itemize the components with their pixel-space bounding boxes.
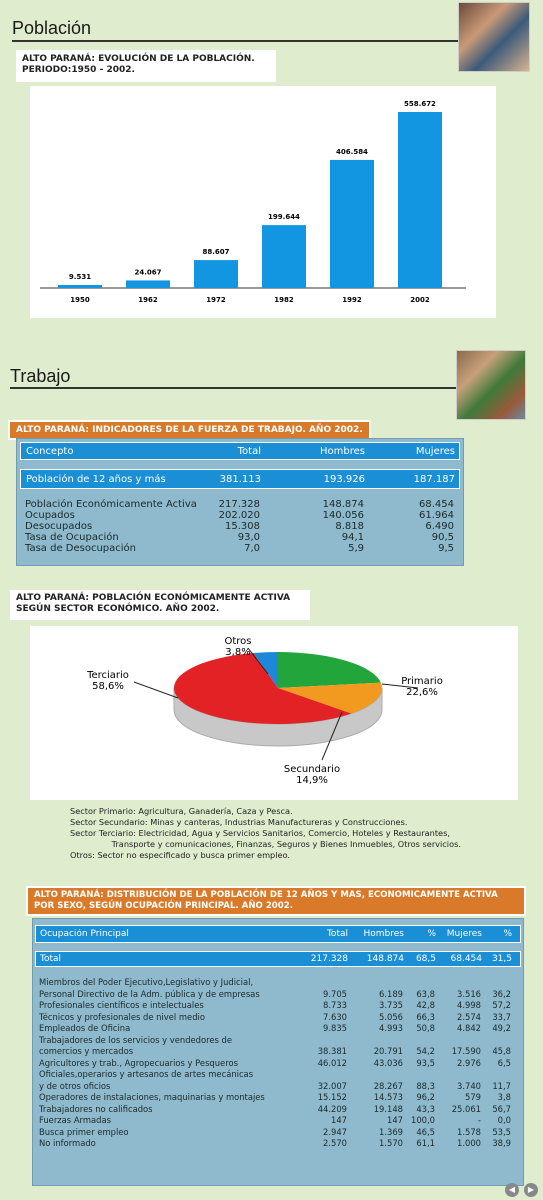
table-cell: 202.020 bbox=[218, 510, 260, 521]
table2-cell: 147 bbox=[387, 1115, 403, 1126]
table2-cell: 579 bbox=[465, 1092, 481, 1103]
table2-cell: - bbox=[477, 1115, 481, 1126]
table2-row bbox=[35, 1035, 521, 1047]
table2-cell: Trabajadores de los servicios y vendedores de bbox=[39, 1034, 233, 1045]
chart1-period: PERIODO:1950 - 2002. bbox=[22, 65, 135, 75]
table-cell: 7,0 bbox=[244, 543, 260, 554]
table2-cell: 148.874 bbox=[366, 954, 404, 964]
table2-cell: 28.267 bbox=[373, 1080, 403, 1091]
table2-cell: 3.516 bbox=[457, 988, 481, 999]
table1-title: ALTO PARANÁ: INDICADORES DE LA FUERZA DE TRABAJO. AÑO 2002. bbox=[8, 420, 371, 440]
chart2-title: ALTO PARANÁ: POBLACIÓN ECONÓMICAMENTE ACTIVA bbox=[16, 593, 291, 603]
bar-chart-svg bbox=[30, 86, 496, 318]
table2-cell: 4.998 bbox=[457, 1000, 481, 1011]
bar-1950 bbox=[58, 285, 102, 288]
cell-hombres: 193.926 bbox=[323, 473, 365, 485]
table2-cell: 100,0 bbox=[411, 1115, 435, 1126]
table-row bbox=[20, 543, 460, 554]
table-cell: 61.964 bbox=[419, 510, 454, 521]
table2-cell: 14.573 bbox=[373, 1092, 403, 1103]
table2-cell: 61,1 bbox=[416, 1138, 435, 1149]
table2-cell: 43.036 bbox=[373, 1057, 403, 1068]
table2-cell: Profesionales científicos e intelectuales bbox=[39, 1000, 204, 1011]
bar-1962 bbox=[126, 280, 170, 288]
workers-photo bbox=[456, 350, 526, 420]
table2-cell: Técnicos y profesionales de nivel medio bbox=[39, 1011, 205, 1022]
table2-row bbox=[35, 989, 521, 1001]
table2-cell: 2.947 bbox=[323, 1126, 347, 1137]
bar-1972 bbox=[194, 260, 238, 288]
table2-cell: 217.328 bbox=[310, 954, 348, 964]
table2-cell: 44.209 bbox=[317, 1103, 347, 1114]
bar-2002 bbox=[398, 112, 442, 288]
table2-cell: Empleados de Oficina bbox=[39, 1023, 131, 1034]
table2-header-cell: % bbox=[503, 929, 512, 939]
arrow-left-icon[interactable]: ◀ bbox=[505, 1183, 519, 1197]
table-row bbox=[20, 499, 460, 510]
table2-cell: 1.369 bbox=[379, 1126, 403, 1137]
table2-row bbox=[35, 1115, 521, 1127]
table2-header-cell: Total bbox=[326, 929, 348, 939]
table-cell: 9,5 bbox=[438, 543, 454, 554]
table2-cell: 20.791 bbox=[373, 1046, 403, 1057]
table2-cell: 0,0 bbox=[497, 1115, 511, 1126]
table2-cell: 38.381 bbox=[317, 1046, 347, 1057]
table2-cell: 53,5 bbox=[492, 1126, 511, 1137]
table-cell: Tasa de Ocupación bbox=[25, 532, 119, 543]
table2-cell: 56,7 bbox=[492, 1103, 511, 1114]
table2-cell: 50,8 bbox=[416, 1023, 435, 1034]
table2-row bbox=[35, 1000, 521, 1012]
pie-label-name: Primario bbox=[401, 676, 443, 687]
pie-label-value: 3,8% bbox=[225, 647, 251, 658]
sector-note: Sector Secundario: Minas y canteras, Industrias Manufactureras y Construcciones. bbox=[70, 817, 408, 827]
table2-cell: Agricultores y trab., Agropecuarios y Pesqueros bbox=[39, 1057, 238, 1068]
table2-cell: Oficiales,operarios y artesanos de artes mecánicas bbox=[39, 1069, 254, 1080]
table-row bbox=[20, 532, 460, 543]
table-cell: 90,5 bbox=[431, 532, 454, 543]
table2-cell: 2.570 bbox=[323, 1138, 347, 1149]
table-cell: 94,1 bbox=[341, 532, 364, 543]
table2-cell: 9.705 bbox=[323, 988, 347, 999]
pie-label-value: 22,6% bbox=[406, 687, 438, 698]
table2-total-row bbox=[35, 951, 521, 967]
table2-cell: Busca primer empleo bbox=[39, 1126, 129, 1137]
table2-row bbox=[35, 1023, 521, 1035]
table2-cell: Trabajadores no calificados bbox=[39, 1103, 153, 1114]
divider bbox=[10, 387, 456, 389]
table2-cell: 3.735 bbox=[379, 1000, 403, 1011]
cell-total: 381.113 bbox=[219, 473, 261, 485]
bar-value-label: 9.531 bbox=[68, 272, 92, 281]
table2-cell: 6.189 bbox=[379, 988, 403, 999]
cell-mujeres: 187.187 bbox=[413, 473, 455, 485]
table2-cell: 9.835 bbox=[323, 1023, 347, 1034]
table2-cell: 4.993 bbox=[379, 1023, 403, 1034]
x-tick-label: 1992 bbox=[342, 296, 362, 304]
table2-row bbox=[35, 1058, 521, 1070]
table2-cell: Miembros del Poder Ejecutivo,Legislativo y Judicial, bbox=[39, 977, 254, 988]
table-cell: 6.490 bbox=[425, 521, 454, 532]
sector-note: Transporte y comunicaciones, Finanzas, Seguros y Bienes Inmuebles, Otros servicios. bbox=[70, 839, 461, 849]
bar-value-label: 199.644 bbox=[268, 213, 300, 222]
table2-cell: 1.570 bbox=[379, 1138, 403, 1149]
population-bar-chart bbox=[30, 86, 496, 318]
header-concepto: Concepto bbox=[26, 445, 74, 457]
sector-note: Sector Primario: Agricultura, Ganadería, Caza y Pesca. bbox=[70, 806, 293, 816]
table2-cell: 66,3 bbox=[416, 1011, 435, 1022]
table2-cell: Personal Directivo de la Adm. pública y de empresas bbox=[39, 988, 260, 999]
table2-row bbox=[35, 1138, 521, 1150]
table-cell: 217.328 bbox=[218, 499, 260, 510]
bar-1992 bbox=[330, 160, 374, 288]
table2-cell: 32.007 bbox=[317, 1080, 347, 1091]
table-row bbox=[20, 521, 460, 532]
pie-chart-svg bbox=[30, 626, 518, 800]
table-header bbox=[20, 442, 460, 460]
chart1-title-box bbox=[16, 50, 276, 82]
table2-cell: comercios y mercados bbox=[39, 1046, 134, 1057]
table2-cell: 6,5 bbox=[497, 1057, 511, 1068]
labor-indicators-table bbox=[16, 438, 464, 566]
table2-cell: 2.574 bbox=[457, 1011, 481, 1022]
table-cell: Desocupados bbox=[25, 521, 93, 532]
bar-value-label: 24.067 bbox=[134, 268, 162, 277]
sector-notes bbox=[70, 806, 461, 861]
table2-header-cell: Hombres bbox=[363, 929, 404, 939]
table2-row bbox=[35, 1127, 521, 1139]
table2-cell: 5.056 bbox=[379, 1011, 403, 1022]
table2-cell: 45,8 bbox=[492, 1046, 511, 1057]
table-cell: 68.454 bbox=[419, 499, 454, 510]
pie-leader-line bbox=[134, 682, 178, 698]
pie-label-name: Otros bbox=[224, 636, 252, 647]
pie-label-name: Secundario bbox=[283, 764, 341, 775]
table2-cell: 11,7 bbox=[492, 1080, 511, 1091]
x-tick-label: 1982 bbox=[274, 296, 294, 304]
arrow-right-icon[interactable]: ▶ bbox=[524, 1183, 538, 1197]
table-cell: 5,9 bbox=[348, 543, 364, 554]
table2-row bbox=[35, 1104, 521, 1116]
bar-value-label: 558.672 bbox=[404, 100, 436, 108]
divider bbox=[12, 40, 458, 42]
table2-cell: 96,2 bbox=[416, 1092, 435, 1103]
chart2-subtitle: SEGÚN SECTOR ECONÓMICO. AÑO 2002. bbox=[16, 604, 220, 614]
table2-cell: 46.012 bbox=[317, 1057, 347, 1068]
header-hombres: Hombres bbox=[320, 445, 365, 457]
table-cell: 93,0 bbox=[237, 532, 260, 543]
table2-cell: 63,8 bbox=[416, 988, 435, 999]
table2-row bbox=[35, 1046, 521, 1058]
section-title-trabajo: Trabajo bbox=[10, 366, 71, 386]
table2-cell: 36,2 bbox=[492, 988, 511, 999]
table2-header-cell: % bbox=[427, 929, 436, 939]
table-row bbox=[20, 510, 460, 521]
table2-cell: 93,5 bbox=[416, 1057, 435, 1068]
table2-cell: 54,2 bbox=[416, 1046, 435, 1057]
table2-cell: 1.000 bbox=[457, 1138, 481, 1149]
x-tick-label: 1962 bbox=[138, 296, 158, 304]
table-cell: Población Económicamente Activa bbox=[25, 499, 197, 510]
table2-cell: 17.590 bbox=[451, 1046, 481, 1057]
table2-cell: 57,2 bbox=[492, 1000, 511, 1011]
table2-header bbox=[35, 925, 521, 943]
table-cell: 15.308 bbox=[225, 521, 260, 532]
bar-value-label: 88.607 bbox=[202, 248, 230, 257]
table2-cell: 7.630 bbox=[323, 1011, 347, 1022]
x-tick-label: 1950 bbox=[70, 296, 90, 304]
table2-cell: 19.148 bbox=[373, 1103, 403, 1114]
sector-pie-chart bbox=[30, 626, 518, 800]
bar-value-label: 406.584 bbox=[336, 147, 368, 156]
chart1-title: ALTO PARANÁ: EVOLUCIÓN DE LA POBLACIÓN. bbox=[22, 54, 255, 64]
pie-label-name: Terciario bbox=[87, 670, 129, 681]
cell-concepto: Población de 12 años y más bbox=[26, 473, 166, 485]
chart2-title-box bbox=[10, 590, 310, 620]
table-cell: Tasa de Desocupación bbox=[25, 543, 137, 554]
occupation-table bbox=[32, 918, 524, 1186]
table2-cell: 33,7 bbox=[492, 1011, 511, 1022]
sector-note: Sector Terciario: Electricidad, Agua y Servicios Sanitarios, Comercio, Hoteles y Restaurantes, bbox=[70, 828, 450, 838]
pie-label-value: 14,9% bbox=[296, 775, 328, 786]
table2-cell: 15.152 bbox=[317, 1092, 347, 1103]
sector-note: Otros: Sector no especificado y busca primer empleo. bbox=[70, 850, 291, 860]
pie-slice-primario bbox=[278, 652, 381, 688]
table2-row bbox=[35, 1069, 521, 1081]
table2-title bbox=[26, 886, 526, 916]
header-total: Total bbox=[237, 445, 261, 457]
table2-cell: 43,3 bbox=[416, 1103, 435, 1114]
table2-header-cell: Ocupación Principal bbox=[40, 929, 129, 939]
table2-cell: 42,8 bbox=[416, 1000, 435, 1011]
table2-header-cell: Mujeres bbox=[446, 929, 482, 939]
table-total-row bbox=[20, 469, 460, 489]
table2-cell: 31,5 bbox=[491, 954, 512, 964]
x-tick-label: 1972 bbox=[206, 296, 226, 304]
table2-cell: Total bbox=[40, 954, 62, 964]
table2-cell: Operadores de instalaciones, maquinarias y montajes bbox=[39, 1092, 265, 1103]
bar-1982 bbox=[262, 225, 306, 288]
table2-cell: 88,3 bbox=[416, 1080, 435, 1091]
table2-cell: 38,9 bbox=[492, 1138, 511, 1149]
table2-cell: y de otros oficios bbox=[39, 1080, 111, 1091]
section-title-poblacion: Población bbox=[12, 18, 92, 38]
table2-cell: 68,5 bbox=[415, 954, 436, 964]
table2-cell: Fuerzas Armadas bbox=[39, 1115, 111, 1126]
table2-cell: 68.454 bbox=[450, 954, 482, 964]
header-mujeres: Mujeres bbox=[415, 445, 455, 457]
people-photo bbox=[458, 2, 530, 72]
table2-cell: 147 bbox=[331, 1115, 347, 1126]
table2-cell: No informado bbox=[39, 1138, 96, 1149]
x-tick-label: 2002 bbox=[410, 296, 430, 304]
table2-cell: 3.740 bbox=[457, 1080, 481, 1091]
table2-title-line1: ALTO PARANÁ: DISTRIBUCIÓN DE LA POBLACIÓN DE 12 AÑOS Y MAS, ECONOMICAMENTE ACTIVA bbox=[34, 890, 498, 900]
table-cell: 148.874 bbox=[322, 499, 364, 510]
table2-body bbox=[35, 977, 521, 1150]
table-cell: 8.818 bbox=[335, 521, 364, 532]
table2-cell: 2.976 bbox=[457, 1057, 481, 1068]
table2-title-line2: POR SEXO, SEGÚN OCUPACIÓN PRINCIPAL. AÑO 2002. bbox=[34, 901, 294, 911]
table2-row bbox=[35, 1092, 521, 1104]
pie-label-value: 58,6% bbox=[92, 681, 124, 692]
table2-cell: 8.733 bbox=[323, 1000, 347, 1011]
table2-cell: 4.842 bbox=[457, 1023, 481, 1034]
table-body bbox=[20, 499, 460, 554]
table2-row bbox=[35, 1081, 521, 1093]
table2-cell: 49,2 bbox=[492, 1023, 511, 1034]
table-cell: 140.056 bbox=[322, 510, 364, 521]
table2-cell: 46,5 bbox=[416, 1126, 435, 1137]
table2-row bbox=[35, 1012, 521, 1024]
table-cell: Ocupados bbox=[25, 510, 75, 521]
table2-cell: 1.578 bbox=[457, 1126, 481, 1137]
table2-cell: 25.061 bbox=[451, 1103, 481, 1114]
table2-row bbox=[35, 977, 521, 989]
table2-cell: 3,8 bbox=[497, 1092, 511, 1103]
